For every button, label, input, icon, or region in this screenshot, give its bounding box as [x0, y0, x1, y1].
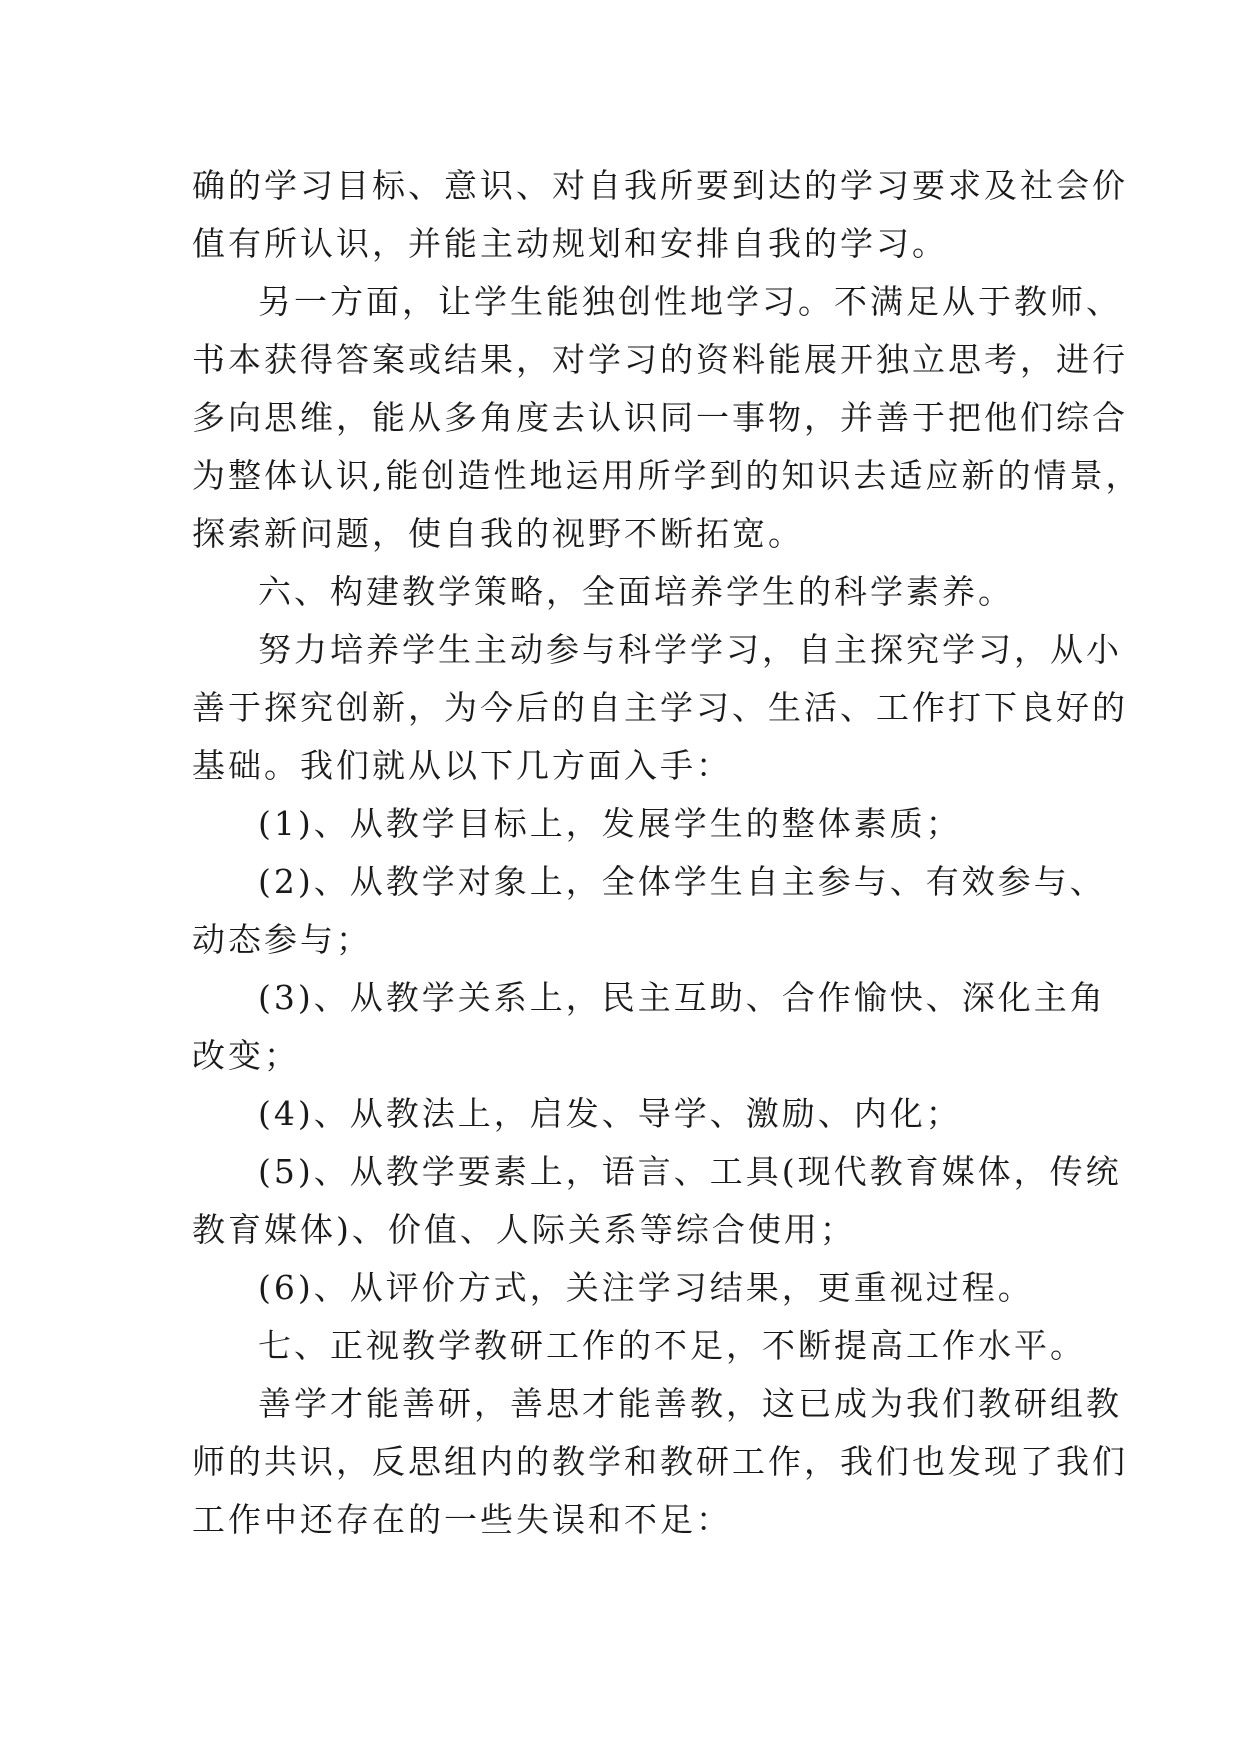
text-line: 工作中还存在的一些失误和不足： [192, 1500, 732, 1539]
text-line: 善于探究创新，为今后的自主学习、生活、工作打下良好的 [192, 688, 1128, 727]
text-line: 值有所认识，并能主动规划和安排自我的学习。 [192, 224, 948, 263]
section-heading: 六、构建教学策略，全面培养学生的科学素养。 [258, 572, 1014, 611]
list-item: (6)、从评价方式，关注学习结果，更重视过程。 [258, 1268, 1034, 1307]
text-line: 努力培养学生主动参与科学学习，自主探究学习，从小 [258, 630, 1122, 669]
text-line: 基础。我们就从以下几方面入手： [192, 746, 732, 785]
text-line: 探索新问题，使自我的视野不断拓宽。 [192, 514, 804, 553]
list-item-continuation: 动态参与； [192, 920, 372, 959]
text-line: 书本获得答案或结果，对学习的资料能展开独立思考，进行 [192, 340, 1128, 379]
text-line: 师的共识，反思组内的教学和教研工作，我们也发现了我们 [192, 1442, 1128, 1481]
list-item-continuation: 改变； [192, 1036, 300, 1075]
text-line: 确的学习目标、意识、对自我所要到达的学习要求及社会价 [192, 166, 1128, 205]
text-line: 善学才能善研，善思才能善教，这已成为我们教研组教 [258, 1384, 1122, 1423]
list-item: (5)、从教学要素上，语言、工具(现代教育媒体，传统 [258, 1152, 1122, 1191]
section-heading: 七、正视教学教研工作的不足，不断提高工作水平。 [258, 1326, 1086, 1365]
list-item: (1)、从教学目标上，发展学生的整体素质； [258, 804, 962, 843]
text-line: 为整体认识,能创造性地运用所学到的知识去适应新的情景， [192, 456, 1142, 495]
text-line: 多向思维，能从多角度去认识同一事物，并善于把他们综合 [192, 398, 1128, 437]
text-line: 另一方面，让学生能独创性地学习。不满足从于教师、 [258, 282, 1122, 321]
list-item: (3)、从教学关系上，民主互助、合作愉快、深化主角 [258, 978, 1106, 1017]
list-item: (4)、从教法上，启发、导学、激励、内化； [258, 1094, 962, 1133]
list-item-continuation: 教育媒体)、价值、人际关系等综合使用； [192, 1210, 856, 1249]
list-item: (2)、从教学对象上，全体学生自主参与、有效参与、 [258, 862, 1106, 901]
